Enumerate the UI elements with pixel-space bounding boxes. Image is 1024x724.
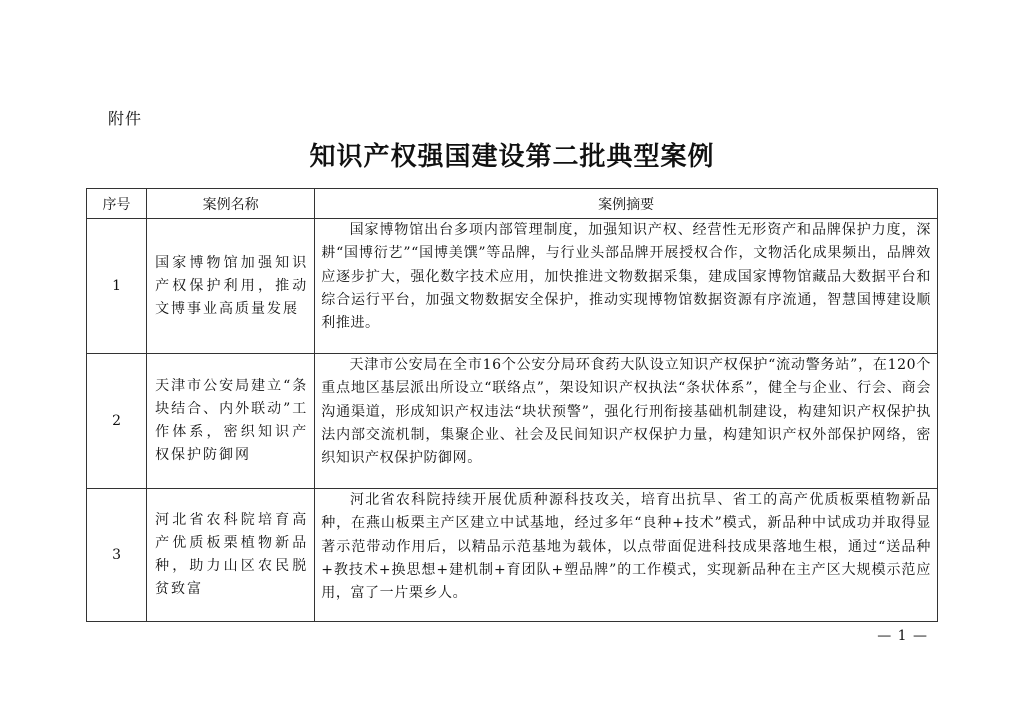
case-name: 国家博物馆加强知识产权保护利用，推动文博事业高质量发展 <box>147 219 315 354</box>
header-serial: 序号 <box>87 189 147 219</box>
row-number: 3 <box>87 489 147 622</box>
page-number: — 1 — <box>877 628 928 644</box>
cases-table <box>86 188 938 622</box>
case-summary <box>315 354 938 489</box>
case-summary <box>315 489 938 622</box>
table-row <box>87 219 938 354</box>
table-header-row <box>87 189 938 219</box>
case-name: 天津市公安局建立“条块结合、内外联动”工作体系，密织知识产权保护防御网 <box>147 354 315 489</box>
case-name: 河北省农科院培育高产优质板栗植物新品种，助力山区农民脱贫致富 <box>147 489 315 622</box>
table-row <box>87 354 938 489</box>
header-case-summary: 案例摘要 <box>315 189 938 219</box>
case-summary-text: 河北省农科院持续开展优质种源科技攻关，培育出抗旱、省工的高产优质板栗植物新品种，在燕山板栗主产区建立中试基地，经过多年“良种+技术”模式，新品种中试成功并取得显著示范带动作用后，以精品示范基地为载体，以点带面促进科技成果落地生根，通过“送品种+教技术+换思想+建机制+育团队+塑品牌”的工作模式，实现新品种在主产区大规模示范应用，富了一片栗乡人。 <box>321 492 931 602</box>
header-case-name: 案例名称 <box>147 189 315 219</box>
row-number: 2 <box>87 354 147 489</box>
case-summary <box>315 219 938 354</box>
row-number: 1 <box>87 219 147 354</box>
case-summary-text: 国家博物馆出台多项内部管理制度，加强知识产权、经营性无形资产和品牌保护力度，深耕“国博衍艺”“国博美馔”等品牌，与行业头部品牌开展授权合作，文物活化成果频出，品牌效应逐步扩大，强化数字技术应用，加快推进文物数据采集，建成国家博物馆藏品大数据平台和综合运行平台，加强文物数据安全保护，推动实现博物馆数据资源有序流通，智慧国博建设顺利推进。 <box>321 222 931 332</box>
table-row <box>87 489 938 622</box>
attachment-label: 附件 <box>108 109 143 128</box>
case-summary-text: 天津市公安局在全市16个公安分局环食药大队设立知识产权保护“流动警务站”，在120个重点地区基层派出所设立“联络点”，架设知识产权执法“条状体系”，健全与企业、行会、商会沟通渠道，形成知识产权违法“块状预警”，强化行刑衔接基础机制建设，构建知识产权保护执法内部交流机制，集聚企业、社会及民间知识产权保护力量，构建知识产权外部保护网络，密织知识产权保护防御网。 <box>321 357 931 467</box>
document-title: 知识产权强国建设第二批典型案例 <box>309 142 715 172</box>
